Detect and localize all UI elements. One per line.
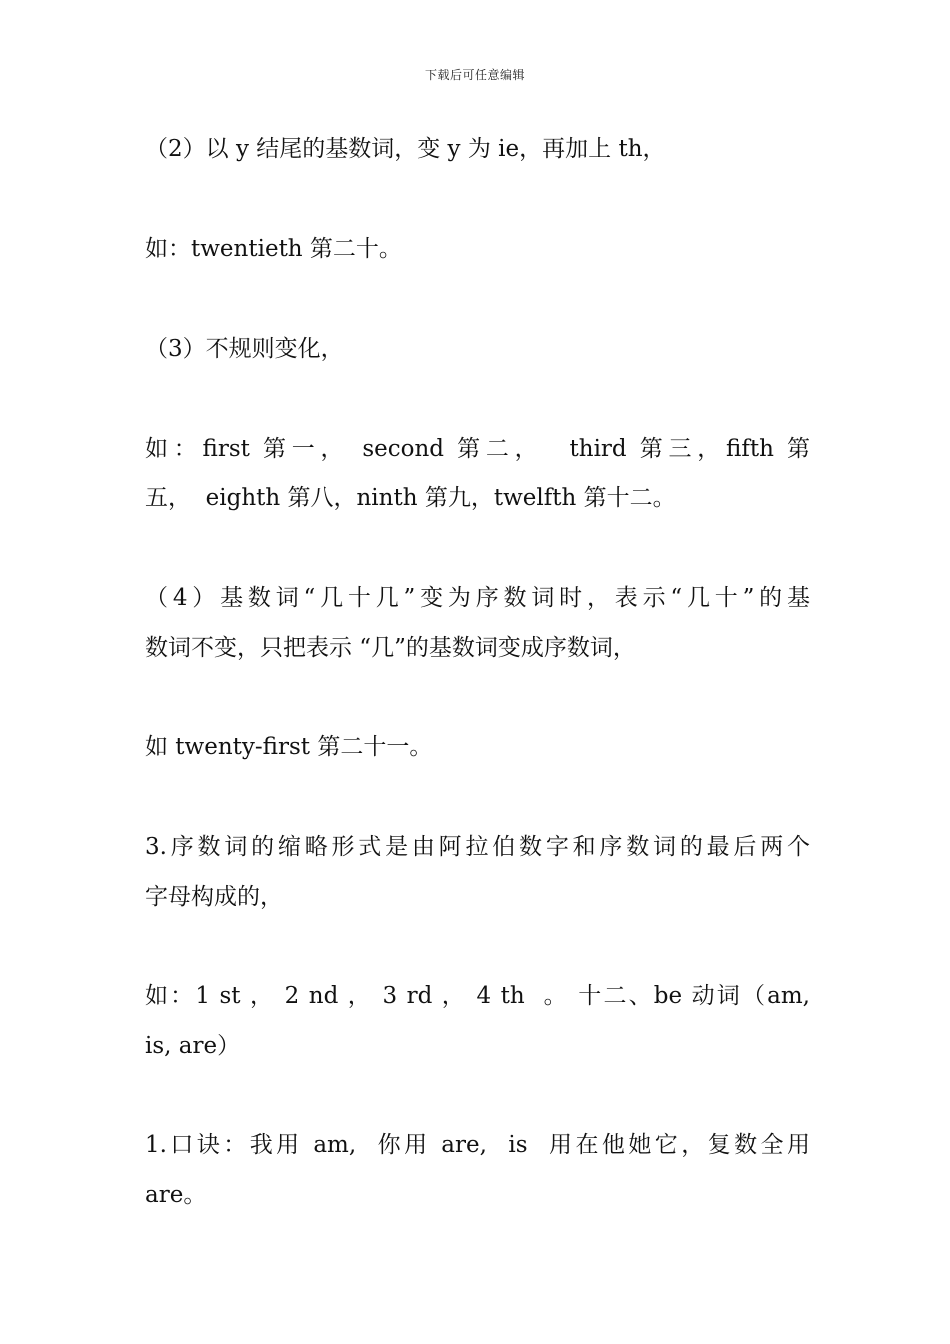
paragraph-line: 如 twenty-first 第二十一。: [145, 734, 433, 760]
paragraph-line: （4）基数词“几十几”变为序数词时，表示“几十”的基: [145, 585, 810, 611]
paragraph-line: 如：twentieth 第二十。: [145, 236, 402, 262]
paragraph-line: （3）不规则变化，: [145, 336, 344, 362]
paragraph-line: 如：first 第一， second 第二， third 第三，fifth 第: [145, 436, 810, 462]
paragraph-line: is, are）: [145, 1033, 241, 1059]
paragraph-line: 字母构成的，: [145, 884, 283, 910]
paragraph-line: 数词不变，只把表示 “几”的基数词变成序数词，: [145, 635, 636, 661]
paragraph-line: 3.序数词的缩略形式是由阿拉伯数字和序数词的最后两个: [145, 834, 810, 860]
paragraph-line: 1.口诀：我用 am, 你用 are, is 用在他她它，复数全用: [145, 1132, 810, 1158]
paragraph-line: 如：1 st ， 2 nd ， 3 rd ， 4 th 。 十二、be 动词（am,: [145, 983, 810, 1009]
paragraph-line: 五， eighth 第八，ninth 第九，twelfth 第十二。: [145, 485, 676, 511]
paragraph-line: are。: [145, 1182, 207, 1208]
page-header: 下载后可任意编辑: [424, 68, 525, 82]
paragraph-line: （2）以 y 结尾的基数词，变 y 为 ie，再加上 th，: [145, 136, 666, 162]
